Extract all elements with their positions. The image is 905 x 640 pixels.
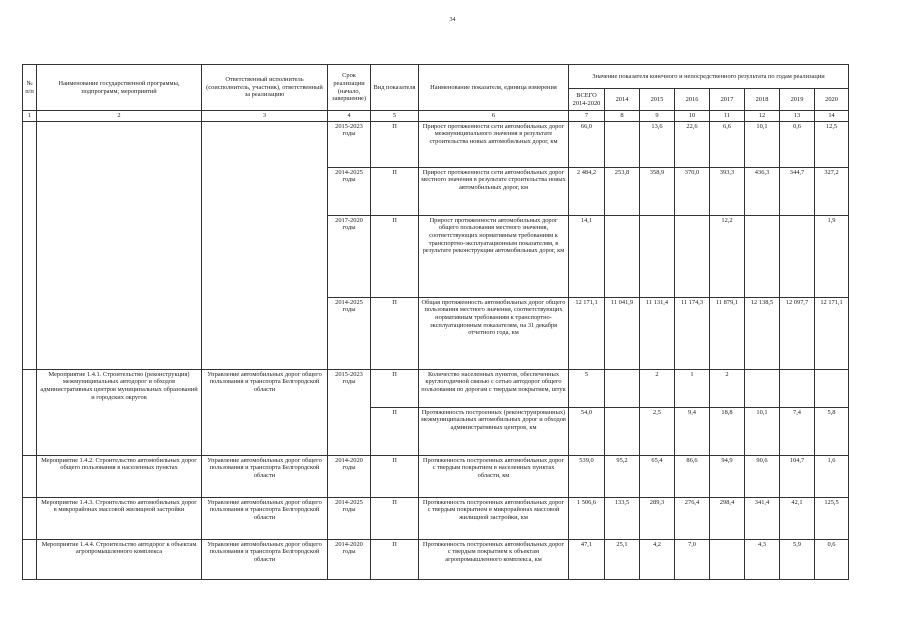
value-cell: 341,4 — [745, 497, 780, 539]
column-number: 1 — [23, 111, 37, 122]
header-term: Срок реализации (начало, завершение) — [328, 65, 371, 111]
indicator-cell: Прирост протяженности сети автомобильных дорог местного значения в результате строительства новых автомобильных дорог, км — [419, 167, 569, 215]
header-year: 2015 — [640, 89, 675, 111]
value-cell: 5 — [569, 369, 605, 407]
value-cell: 0,6 — [815, 539, 849, 579]
term-cell: 2017-2020 годы — [328, 215, 371, 297]
value-cell: 327,2 — [815, 167, 849, 215]
value-cell: 54,0 — [569, 407, 605, 455]
value-cell: 1 506,6 — [569, 497, 605, 539]
value-cell — [780, 215, 815, 297]
value-cell — [605, 215, 640, 297]
value-cell: 22,6 — [675, 121, 710, 167]
event-name-cell — [37, 121, 202, 369]
table-row — [23, 497, 849, 539]
value-cell: 5,8 — [815, 407, 849, 455]
value-cell: 344,7 — [780, 167, 815, 215]
indicator-cell: Протяженность построенных автомобильных дорог с твердым покрытием в микрорайонах массовой жилищной застройки, км — [419, 497, 569, 539]
value-cell: 393,3 — [710, 167, 745, 215]
term-cell: 2014-2020 годы — [328, 455, 371, 497]
indicators-table — [22, 64, 849, 580]
page-number: 34 — [449, 17, 456, 23]
kind-cell: П — [371, 369, 419, 407]
column-number: 12 — [745, 111, 780, 122]
value-cell: 2,5 — [640, 407, 675, 455]
value-cell: 133,5 — [605, 497, 640, 539]
column-number: 5 — [371, 111, 419, 122]
indicator-cell: Прирост протяженности сети автомобильных дорог межмуниципального значения в результате строительства новых автомобильных дорог, км — [419, 121, 569, 167]
value-cell: 358,9 — [640, 167, 675, 215]
value-cell — [710, 539, 745, 579]
value-cell: 11 131,4 — [640, 297, 675, 369]
value-cell: 298,4 — [710, 497, 745, 539]
value-cell: 2 484,2 — [569, 167, 605, 215]
value-cell: 276,4 — [675, 497, 710, 539]
header-values: Значение показателя конечного и непосредственного результата по годам реализации — [569, 65, 849, 89]
executor-cell: Управление автомобильных дорог общего пользования и транспорта Белгородской области — [202, 455, 328, 497]
indicator-cell: Прирост протяженности автомобильных дорог общего пользования местного значения, соответствующих нормативным требованиям к транспортно-эксплуатационным показателям, в результате реконструкции автомобильных дорог, км — [419, 215, 569, 297]
column-number: 2 — [37, 111, 202, 122]
value-cell: 2 — [710, 369, 745, 407]
value-cell: 12 097,7 — [780, 297, 815, 369]
value-cell: 13,6 — [640, 121, 675, 167]
value-cell: 12,2 — [710, 215, 745, 297]
column-number: 14 — [815, 111, 849, 122]
value-cell — [815, 369, 849, 407]
header-year: 2017 — [710, 89, 745, 111]
value-cell: 1 — [675, 369, 710, 407]
value-cell: 94,9 — [710, 455, 745, 497]
value-cell: 370,0 — [675, 167, 710, 215]
executor-cell: Управление автомобильных дорог общего пользования и транспорта Белгородской области — [202, 369, 328, 455]
term-cell: 2015-2023 годы — [328, 369, 371, 455]
column-number: 4 — [328, 111, 371, 122]
header-year: 2018 — [745, 89, 780, 111]
value-cell: 2 — [640, 369, 675, 407]
column-number: 10 — [675, 111, 710, 122]
header-year: 2020 — [815, 89, 849, 111]
value-cell: 253,8 — [605, 167, 640, 215]
table-row — [23, 455, 849, 497]
value-cell — [675, 215, 710, 297]
column-number: 6 — [419, 111, 569, 122]
value-cell: 5,9 — [780, 539, 815, 579]
value-cell — [605, 407, 640, 455]
kind-cell: П — [371, 455, 419, 497]
header-executor: Ответственный исполнитель (соисполнитель, участник), ответственный за реализацию — [202, 65, 328, 111]
executor-cell: Управление автомобильных дорог общего пользования и транспорта Белгородской области — [202, 539, 328, 579]
value-cell: 12 171,1 — [569, 297, 605, 369]
value-cell: 10,1 — [745, 407, 780, 455]
value-cell: 14,1 — [569, 215, 605, 297]
value-cell: 125,5 — [815, 497, 849, 539]
header-kind: Вид показателя — [371, 65, 419, 111]
value-cell: 66,0 — [569, 121, 605, 167]
row-number-cell — [23, 497, 37, 539]
value-cell — [780, 369, 815, 407]
value-cell: 86,6 — [675, 455, 710, 497]
indicator-cell: Протяженность построенных автомобильных дорог с твердым покрытием к объектам агропромышленного комплекса, км — [419, 539, 569, 579]
term-cell: 2014-2020 годы — [328, 539, 371, 579]
value-cell: 25,1 — [605, 539, 640, 579]
kind-cell: П — [371, 539, 419, 579]
column-number: 7 — [569, 111, 605, 122]
value-cell: 7,0 — [675, 539, 710, 579]
value-cell: 289,3 — [640, 497, 675, 539]
table-row — [23, 539, 849, 579]
kind-cell: П — [371, 407, 419, 455]
value-cell: 11 879,1 — [710, 297, 745, 369]
header-name: Наименование государственной программы, подпрограмм, мероприятий — [37, 65, 202, 111]
table-row — [23, 369, 849, 407]
indicator-cell: Протяженность построенных (реконструированных) межмуниципальных автомобильных дорог и обходов административных центров, км — [419, 407, 569, 455]
value-cell: 11 041,9 — [605, 297, 640, 369]
value-cell: 436,3 — [745, 167, 780, 215]
value-cell: 1,6 — [815, 455, 849, 497]
indicator-cell: Общая протяженность автомобильных дорог общего пользования местного значения, соответствующих нормативным требованиям к транспортно-эксплуатационным показателям, на 31 декабря отчетного года, км — [419, 297, 569, 369]
event-name-cell: Мероприятие 1.4.1. Строительство (реконструкция) межмуниципальных автодорог и обходов административных центров муниципальных образований и городских округов — [37, 369, 202, 455]
row-number-cell — [23, 121, 37, 369]
value-cell: 9,4 — [675, 407, 710, 455]
event-name-cell: Мероприятие 1.4.4. Строительство автодорог к объектам агропромышленного комплекса — [37, 539, 202, 579]
value-cell: 42,1 — [780, 497, 815, 539]
row-number-cell — [23, 369, 37, 455]
value-cell: 1,9 — [815, 215, 849, 297]
value-cell — [745, 215, 780, 297]
value-cell: 7,4 — [780, 407, 815, 455]
column-number: 11 — [710, 111, 745, 122]
term-cell: 2014-2025 годы — [328, 497, 371, 539]
value-cell: 6,6 — [710, 121, 745, 167]
value-cell: 12 171,1 — [815, 297, 849, 369]
term-cell: 2014-2025 годы — [328, 167, 371, 215]
value-cell: 47,1 — [569, 539, 605, 579]
value-cell: 4,3 — [745, 539, 780, 579]
header-year: 2016 — [675, 89, 710, 111]
value-cell — [605, 369, 640, 407]
value-cell: 12,5 — [815, 121, 849, 167]
header-year: ВСЕГО 2014-2020 — [569, 89, 605, 111]
column-number: 3 — [202, 111, 328, 122]
value-cell: 95,2 — [605, 455, 640, 497]
value-cell: 0,6 — [780, 121, 815, 167]
column-numbers-row — [23, 111, 849, 122]
executor-cell — [202, 121, 328, 369]
column-number: 8 — [605, 111, 640, 122]
value-cell: 90,6 — [745, 455, 780, 497]
header-indicator: Наименование показателя, единица измерения — [419, 65, 569, 111]
value-cell: 4,2 — [640, 539, 675, 579]
kind-cell: П — [371, 215, 419, 297]
value-cell: 11 174,3 — [675, 297, 710, 369]
event-name-cell: Мероприятие 1.4.2. Строительство автомобильных дорог общего пользования в населенных пунктах — [37, 455, 202, 497]
header-year: 2014 — [605, 89, 640, 111]
kind-cell: П — [371, 167, 419, 215]
value-cell: 65,4 — [640, 455, 675, 497]
kind-cell: П — [371, 297, 419, 369]
column-number: 13 — [780, 111, 815, 122]
event-name-cell: Мероприятие 1.4.3. Строительство автомобильных дорог в микрорайонах массовой жилищной застройки — [37, 497, 202, 539]
term-cell: 2014-2025 годы — [328, 297, 371, 369]
column-number: 9 — [640, 111, 675, 122]
term-cell: 2015-2023 годы — [328, 121, 371, 167]
value-cell: 104,7 — [780, 455, 815, 497]
indicator-cell: Количество населенных пунктов, обеспеченных круглогодичной связью с сетью автодорог общего пользования по дорогам с твердым покрытием, штук — [419, 369, 569, 407]
value-cell — [640, 215, 675, 297]
value-cell — [745, 369, 780, 407]
value-cell — [605, 121, 640, 167]
kind-cell: П — [371, 121, 419, 167]
executor-cell: Управление автомобильных дорог общего пользования и транспорта Белгородской области — [202, 497, 328, 539]
row-number-cell — [23, 539, 37, 579]
header-year: 2019 — [780, 89, 815, 111]
header-no: № п/п — [23, 65, 37, 111]
table-row — [23, 121, 849, 167]
row-number-cell — [23, 455, 37, 497]
value-cell: 539,0 — [569, 455, 605, 497]
indicator-cell: Протяженность построенных автомобильных дорог с твердым покрытием в населенных пунктах области, км — [419, 455, 569, 497]
kind-cell: П — [371, 497, 419, 539]
value-cell: 18,8 — [710, 407, 745, 455]
value-cell: 12 138,5 — [745, 297, 780, 369]
value-cell: 10,1 — [745, 121, 780, 167]
